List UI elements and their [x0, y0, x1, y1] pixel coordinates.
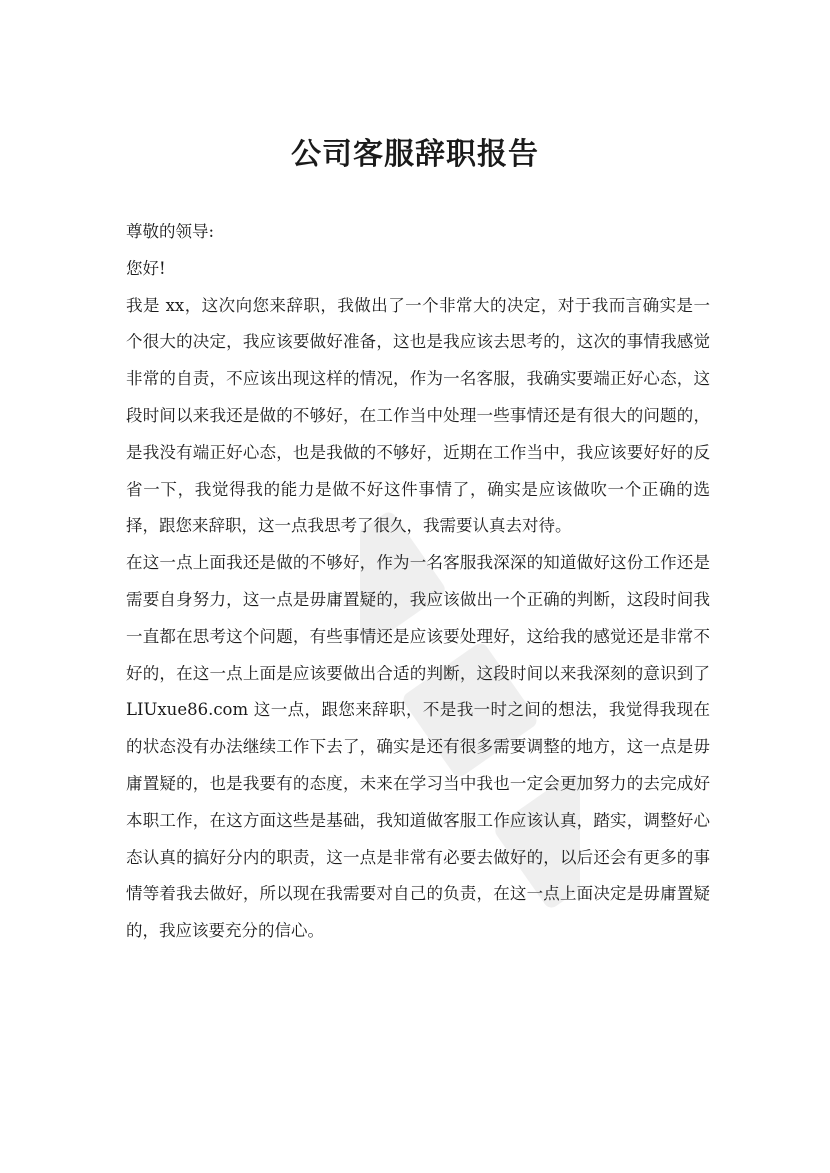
document-title: 公司客服辞职报告: [291, 137, 539, 173]
greeting: 您好!: [126, 258, 166, 278]
document-body: [126, 214, 710, 950]
body-paragraph-2: 在这一点上面我还是做的不够好，作为一名客服我深深的知道做好这份工作还是需要自身努力，这一点是毋庸置疑的，我应该做出一个正确的判断，这段时间我一直都在思考这个问题，有些事情还是应该要处理好，这给我的感觉还是非常不好的，在这一点上面是应该要做出合适的判断，这段时间以来我深刻的意识到了 LIUxue86.com 这一点，跟您来辞职，不是我一时之间的想法，我觉得我现在的状态没有办法继续工作下去了，确实是还有很多需要调整的地方，这一点是毋庸置疑的，也是我要有的态度，未来在学习当中我也一定会更加努力的去完成好本职工作，在这方面这些是基础，我知道做客服工作应该认真，踏实，调整好心态认真的搞好分内的职责，这一点是非常有必要去做好的，以后还会有更多的事情等着我去做好，所以现在我需要对自己的负责，在这一点上面决定是毋庸置疑的，我应该要充分的信心。: [126, 553, 710, 941]
salutation: 尊敬的领导:: [126, 222, 215, 241]
body-paragraph-1: 我是 xx，这次向您来辞职，我做出了一个非常大的决定，对于我而言确实是一个很大的决定，我应该要做好准备，这也是我应该去思考的，这次的事情我感觉非常的自责，不应该出现这样的情况，作为一名客服，我确实要端正好心态，这段时间以来我还是做的不够好，在工作当中处理一些事情还是有很大的问题的，是我没有端正好心态，也是我做的不够好，近期在工作当中，我应该要好好的反省一下，我觉得我的能力是做不好这件事情了，确实是应该做吹一个正确的选择，跟您来辞职，这一点我思考了很久，我需要认真去对待。: [126, 295, 710, 536]
